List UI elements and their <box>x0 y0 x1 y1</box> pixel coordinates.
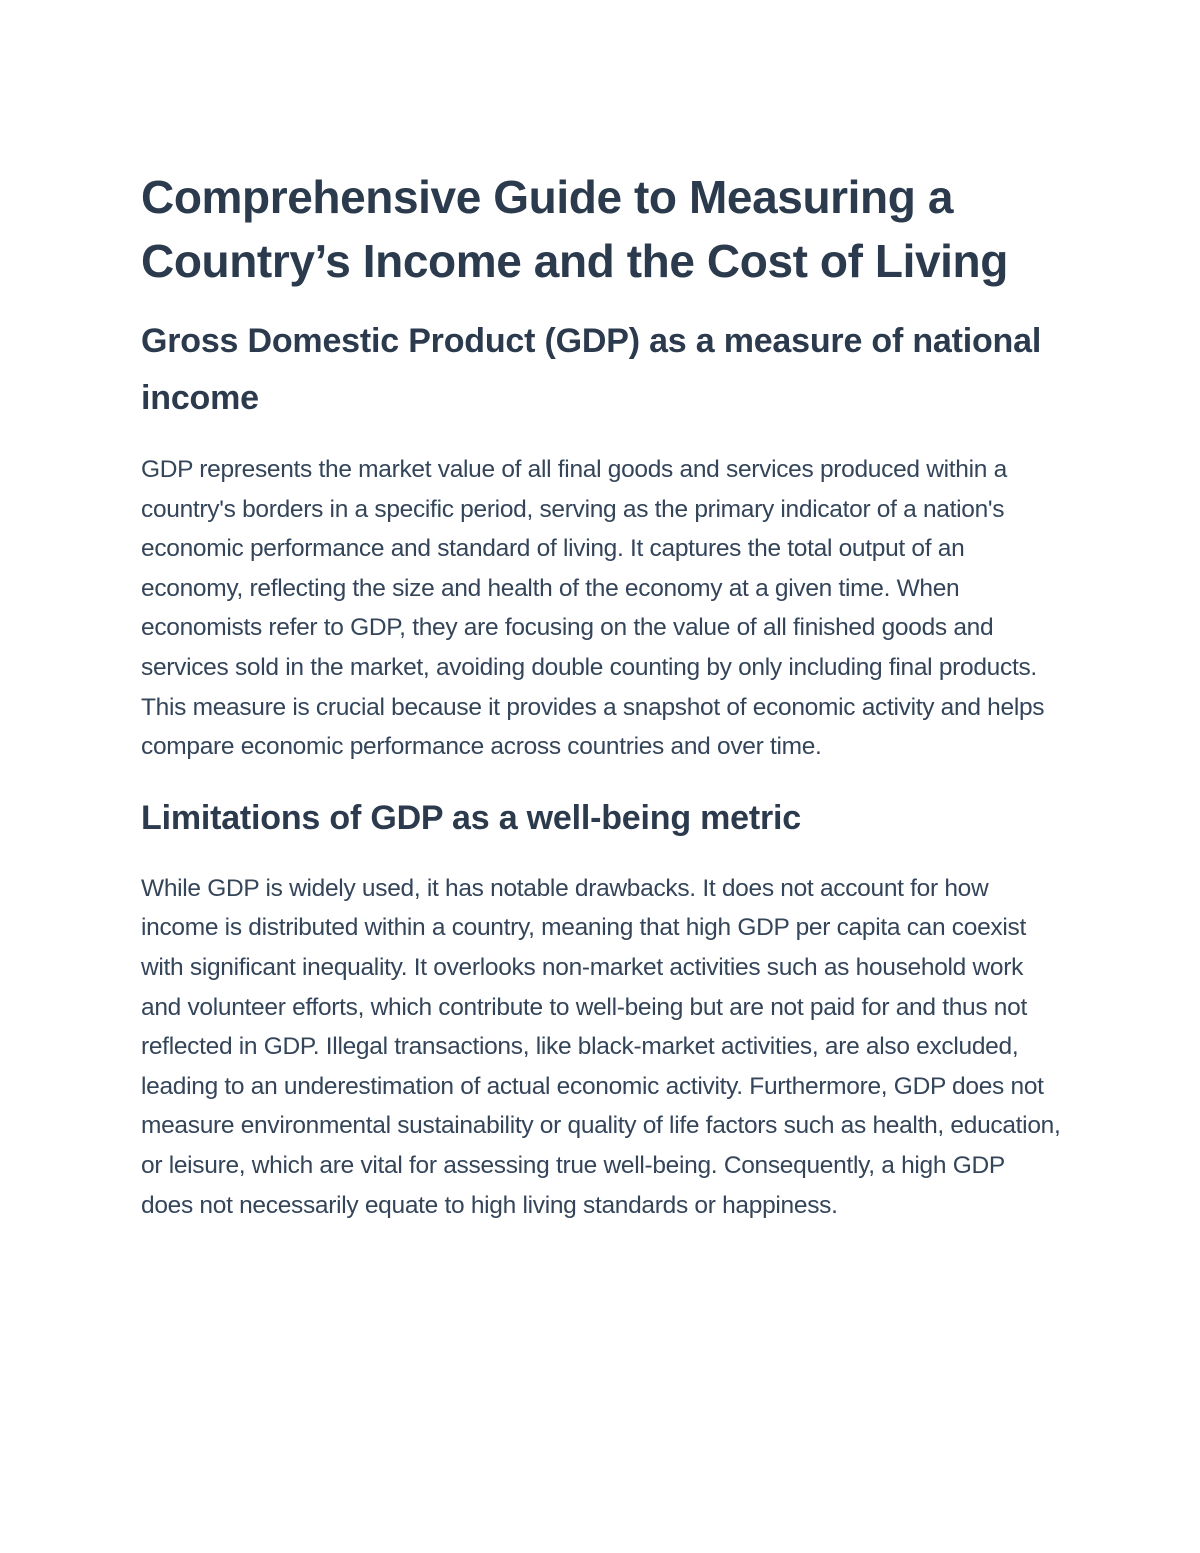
section-heading-gdp: Gross Domestic Product (GDP) as a measure of national income <box>141 322 1042 417</box>
section-body-gdp: GDP represents the market value of all final goods and services produced within a country's borders in a specific period, serving as the primary indicator of a nation's economic performance and standard of living. It captures the total output of an economy, reflecting the size and health of the economy at a given time. When economists refer to GDP, they are focusing on the value of all finished goods and services sold in the market, avoiding double counting by only including final products. This measure is crucial because it provides a snapshot of economic activity and helps compare economic performance across countries and over time. <box>141 456 1045 761</box>
document-content <box>141 165 1061 1225</box>
section-body-limitations: While GDP is widely used, it has notable drawbacks. It does not account for how income is distributed within a country, meaning that high GDP per capita can coexist with significant inequality. It overlooks non-market activities such as household work and volunteer efforts, which contribute to well-being but are not paid for and thus not reflected in GDP. Illegal transactions, like black-market activities, are also excluded, leading to an underestimation of actual economic activity. Furthermore, GDP does not measure environmental sustainability or quality of life factors such as health, education, or leisure, which are vital for assessing true well-being. Consequently, a high GDP does not necessarily equate to high living standards or happiness. <box>141 874 1061 1219</box>
document-title: Comprehensive Guide to Measuring a Country’s Income and the Cost of Living <box>141 171 1008 287</box>
section-heading-limitations: Limitations of GDP as a well-being metric <box>141 798 801 837</box>
